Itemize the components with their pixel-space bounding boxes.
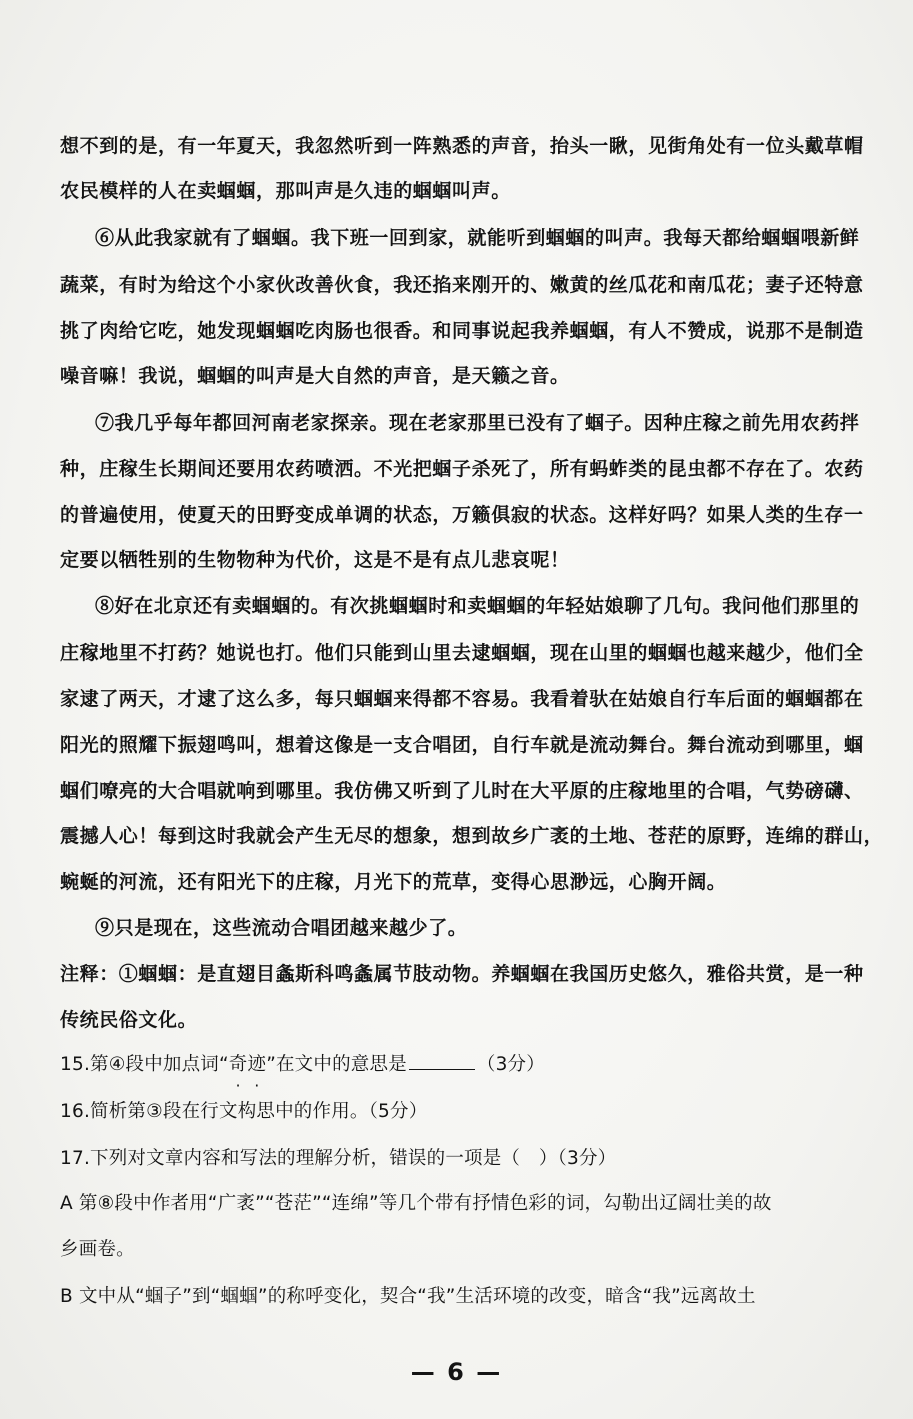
annotation-line: 传统民俗文化。 (60, 1009, 198, 1031)
paragraph-6-line: 噪音嘛！我说，蝈蝈的叫声是大自然的声音，是天籁之音。 (60, 365, 570, 387)
paragraph-6-line: 挑了肉给它吃，她发现蝈蝈吃肉肠也很香。和同事说起我养蝈蝈，有人不赞成，说那不是制造 (60, 320, 864, 342)
paragraph-7-line: 种，庄稼生长期间还要用农药喷洒。不光把蝈子杀死了，所有蚂蚱类的昆虫都不存在了。农药 (60, 458, 864, 480)
question-15 (60, 1050, 870, 1080)
question-16: 16.简析第③段在行文构思中的作用。（5分） (60, 1101, 428, 1122)
option-b-line: B 文中从“蝈子”到“蝈蝈”的称呼变化，契合“我”生活环境的改变，暗含“我”远离故土 (60, 1286, 756, 1307)
paragraph-9-line: ⑨只是现在，这些流动合唱团越来越少了。 (95, 917, 468, 939)
question-17: 17.下列对文章内容和写法的理解分析，错误的一项是（ ）（3分） (60, 1148, 617, 1169)
paragraph-8-line: 蜿蜒的河流，还有阳光下的庄稼，月光下的荒草，变得心思渺远，心胸开阔。 (60, 871, 727, 893)
paragraph-7-line: ⑦我几乎每年都回河南老家探亲。现在老家那里已没有了蝈子。因种庄稼之前先用农药拌 (95, 412, 860, 434)
paragraph-8-line: ⑧好在北京还有卖蝈蝈的。有次挑蝈蝈时和卖蝈蝈的年轻姑娘聊了几句。我问他们那里的 (95, 595, 860, 617)
passage-line: 想不到的是，有一年夏天，我忽然听到一阵熟悉的声音，抬头一瞅，见街角处有一位头戴草帽 (60, 135, 864, 157)
question-15-score: （3分） (476, 1054, 545, 1075)
option-a-line: A 第⑧段中作者用“广袤”“苍茫”“连绵”等几个带有抒情色彩的词，勾勒出辽阔壮美的故 (60, 1193, 772, 1214)
passage-line: 农民模样的人在卖蝈蝈，那叫声是久违的蝈蝈叫声。 (60, 180, 511, 202)
question-15-middle: ”在文中的意思是 (266, 1054, 407, 1075)
paragraph-8-line: 震撼人心！每到这时我就会产生无尽的想象，想到故乡广袤的土地、苍茫的原野，连绵的群山， (60, 825, 884, 847)
question-15-prefix: 15.第④段中加点词“ (60, 1054, 229, 1075)
paragraph-7-line: 定要以牺牲别的生物物种为代价，这是不是有点儿悲哀呢！ (60, 549, 570, 571)
paragraph-8-line: 家逮了两天，才逮了这么多，每只蝈蝈来得都不容易。我看着驮在姑娘自行车后面的蝈蝈都在 (60, 688, 864, 710)
emphasis-dot-char: 奇 (228, 1054, 248, 1075)
paragraph-6-line: 蔬菜，有时为给这个小家伙改善伙食，我还掐来刚开的、嫩黄的丝瓜花和南瓜花；妻子还特意 (60, 274, 864, 296)
paragraph-8-line: 阳光的照耀下振翅鸣叫，想着这像是一支合唱团，自行车就是流动舞台。舞台流动到哪里，蝈 (60, 734, 864, 756)
option-a-line: 乡画卷。 (60, 1239, 135, 1260)
emphasis-dot-char: 迹 (247, 1054, 267, 1075)
answer-blank (409, 1051, 475, 1070)
paragraph-8-line: 庄稼地里不打药？她说也打。他们只能到山里去逮蝈蝈，现在山里的蝈蝈也越来越少，他们全 (60, 642, 864, 664)
paragraph-8-line: 蝈们嘹亮的大合唱就响到哪里。我仿佛又听到了儿时在大平原的庄稼地里的合唱，气势磅礴、 (60, 780, 864, 802)
paragraph-7-line: 的普遍使用，使夏天的田野变成单调的状态，万籁俱寂的状态。这样好吗？如果人类的生存一 (60, 504, 864, 526)
annotation-line: 注释：①蝈蝈：是直翅目螽斯科鸣螽属节肢动物。养蝈蝈在我国历史悠久，雅俗共赏，是一种 (60, 963, 864, 985)
page-number: — 6 — (410, 1358, 503, 1386)
paragraph-6-line: ⑥从此我家就有了蝈蝈。我下班一回到家，就能听到蝈蝈的叫声。我每天都给蝈蝈喂新鲜 (95, 227, 860, 249)
